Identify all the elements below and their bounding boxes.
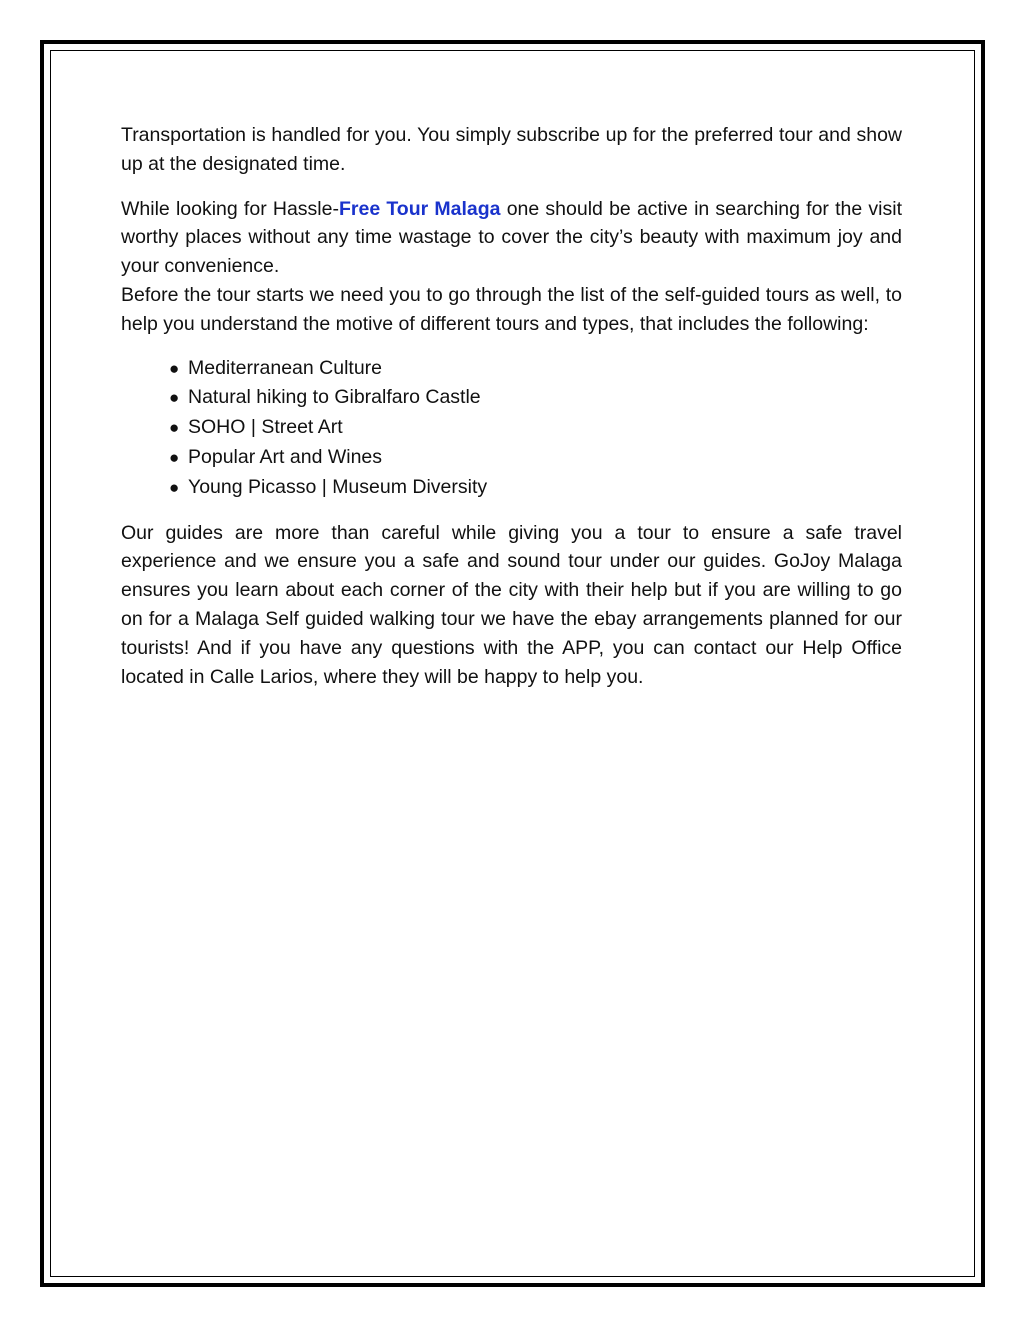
bullet-icon: ● [169, 447, 180, 467]
list-item [169, 413, 902, 443]
paragraph-hassle-free-start: While looking for Hassle- [121, 197, 339, 220]
tour-list [121, 354, 902, 503]
paragraph-hassle-free [121, 195, 902, 281]
list-item [169, 383, 902, 413]
paragraph-transportation: Transportation is handled for you. You simply subscribe up for the preferred tour and show up at the designated time. [121, 124, 902, 175]
tour-item-label: Natural hiking to Gibralfaro Castle [188, 386, 481, 409]
free-tour-malaga-link[interactable]: Free Tour Malaga [338, 197, 501, 220]
list-item [169, 443, 902, 473]
list-item [169, 354, 902, 384]
tour-item-label: Mediterranean Culture [188, 356, 383, 379]
bullet-icon: ● [169, 358, 180, 378]
tour-item-label: SOHO | Street Art [188, 416, 343, 439]
tour-item-label: Young Picasso | Museum Diversity [188, 475, 488, 498]
bullet-icon: ● [169, 418, 180, 438]
paragraph-before-tour: Before the tour starts we need you to go through the list of the self-guided tours as well, to help you understand the motive of different tours and types, that includes the following: [121, 283, 902, 335]
paragraph-hassle-free-end: one should be active in searching for the visit worthy places without any time wastage to cover the city’s beauty with maximum joy and your convenience. [121, 197, 902, 278]
list-item [169, 473, 902, 503]
bullet-icon: ● [169, 388, 180, 408]
document-body [121, 121, 902, 707]
tour-item-label: Popular Art and Wines [188, 445, 383, 468]
paragraph-guides: Our guides are more than careful while giving you a tour to ensure a safe travel experience and we ensure you a safe and sound tour under our guides. GoJoy Malaga ensures you learn about each corner of the city with their help but if you are willing to go on for a Malaga Self guided walking tour we have the ebay arrangements planned for our tourists! And if you have any questions with the APP, you can contact our Help Office located in Calle Larios, where they will be happy to help you. [121, 521, 902, 688]
bullet-icon: ● [169, 477, 180, 497]
